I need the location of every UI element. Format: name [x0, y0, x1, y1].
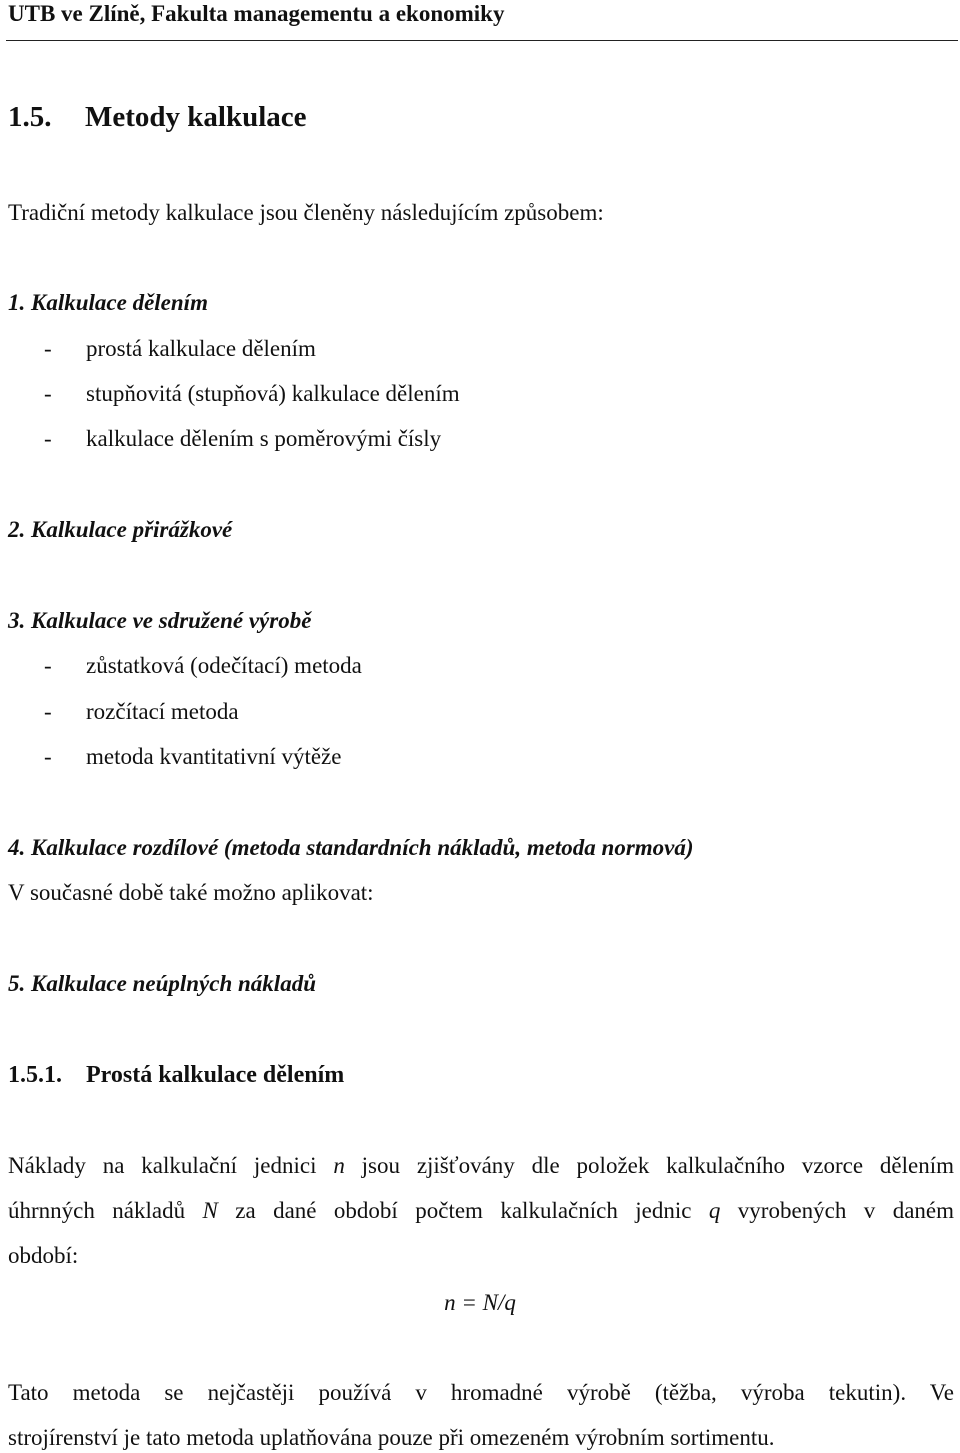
paragraph-line: úhrnných nákladů N za dané období počtem kalkulačních jednic q vyrobených v daném	[8, 1198, 954, 1223]
paragraph-line: období:	[8, 1243, 79, 1268]
group-title-2: 2. Kalkulace přirážkové	[8, 517, 233, 542]
subsection-title: Prostá kalkulace dělením	[86, 1062, 345, 1088]
paragraph-line: Tato metoda se nejčastěji používá v hromadné výrobě (těžba, výroba tekutin). Ve	[8, 1380, 954, 1405]
bullet-dash: -	[44, 653, 52, 678]
list-item	[8, 742, 341, 772]
page-header: UTB ve Zlíně, Fakulta managementu a ekonomiky	[8, 1, 505, 26]
list-item	[8, 379, 460, 409]
var-q: q	[708, 1198, 721, 1223]
note-text: V současné době také možno aplikovat:	[8, 880, 374, 905]
list-item	[8, 334, 316, 364]
list-item	[8, 697, 239, 727]
subsection-number: 1.5.1.	[8, 1062, 62, 1088]
section-heading	[8, 98, 307, 136]
bullet-dash: -	[44, 744, 52, 769]
group-title-1: 1. Kalkulace dělením	[8, 290, 208, 315]
list-item-text: rozčítací metoda	[86, 699, 239, 724]
list-item-text: zůstatková (odečítací) metoda	[86, 653, 362, 678]
intro-text: Tradiční metody kalkulace jsou členěny následujícím způsobem:	[8, 200, 604, 225]
var-N: N	[202, 1198, 218, 1223]
header-divider	[6, 40, 958, 41]
bullet-dash: -	[44, 381, 52, 406]
var-n: n	[333, 1153, 345, 1178]
bullet-dash: -	[44, 426, 52, 451]
bullet-dash: -	[44, 699, 52, 724]
paragraph-line: Náklady na kalkulační jednici n jsou zjišťovány dle položek kalkulačního vzorce dělením	[8, 1153, 955, 1178]
list-item-text: metoda kvantitativní výtěže	[86, 744, 342, 769]
section-number: 1.5.	[8, 101, 52, 133]
list-item-text: stupňovitá (stupňová) kalkulace dělením	[86, 381, 460, 406]
list-item	[8, 424, 441, 454]
group-title-5: 5. Kalkulace neúplných nákladů	[8, 971, 316, 996]
group-title-4: 4. Kalkulace rozdílové (metoda standardních nákladů, metoda normová)	[8, 835, 694, 860]
formula: n = N/q	[444, 1290, 516, 1315]
section-title: Metody kalkulace	[85, 101, 307, 133]
list-item-text: prostá kalkulace dělením	[86, 336, 316, 361]
subsection-heading	[8, 1060, 344, 1090]
paragraph-line: strojírenství je tato metoda uplatňována pouze při omezeném výrobním sortimentu.	[8, 1425, 775, 1450]
group-title-3: 3. Kalkulace ve sdružené výrobě	[8, 608, 312, 633]
list-item-text: kalkulace dělením s poměrovými čísly	[86, 426, 442, 451]
bullet-dash: -	[44, 336, 52, 361]
list-item	[8, 651, 362, 681]
